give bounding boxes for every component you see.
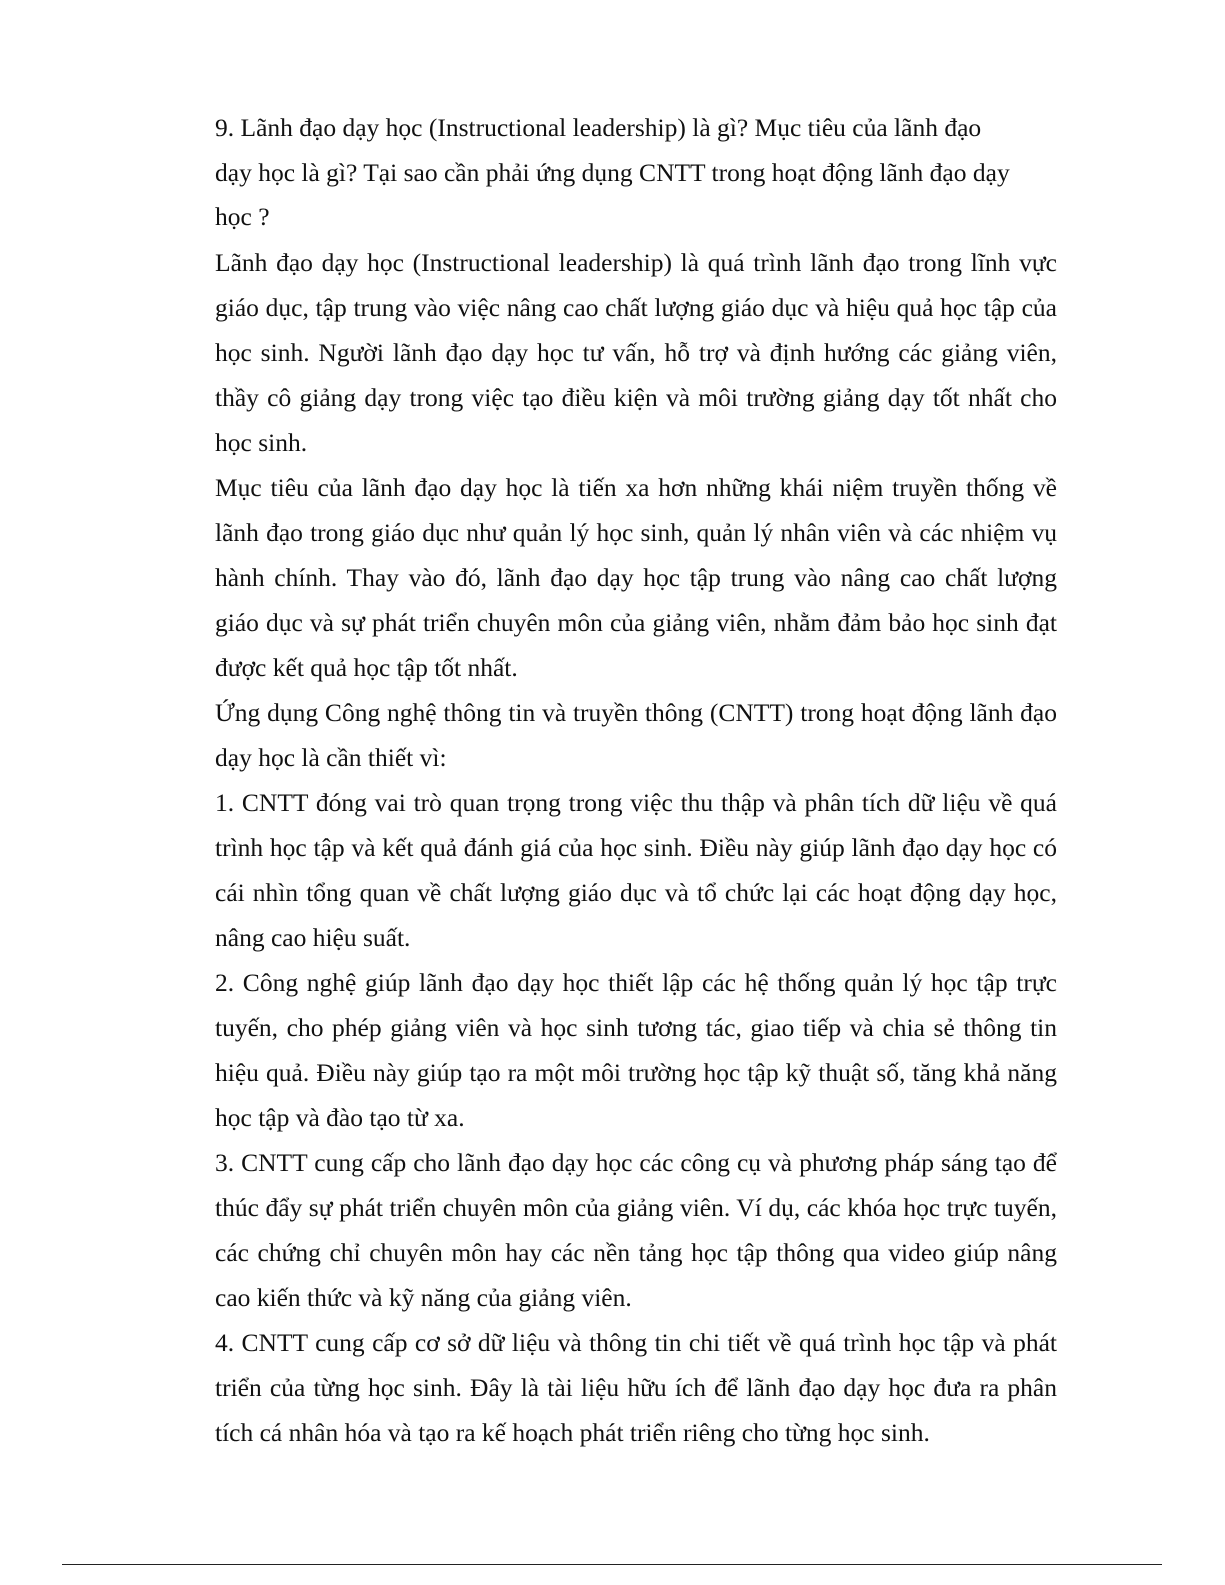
list-item-1: 1. CNTT đóng vai trò quan trọng trong việc thu thập và phân tích dữ liệu về quá trình học tập và kết quả đánh giá của học sinh. Điều này giúp lãnh đạo dạy học có cái nhìn tổng quan về chất lượng giáo dục và tổ chức lại các hoạt động dạy học, nâng cao hiệu suất. [215,787,1057,952]
paragraph-ict-intro: Ứng dụng Công nghệ thông tin và truyền thông (CNTT) trong hoạt động lãnh đạo dạy học là cần thiết vì: [215,697,1057,772]
document-body [215,106,1057,1455]
list-item-3: 3. CNTT cung cấp cho lãnh đạo dạy học các công cụ và phương pháp sáng tạo để thúc đẩy sự phát triển chuyên môn của giảng viên. Ví dụ, các khóa học trực tuyến, các chứng chỉ chuyên môn hay các nền tảng học tập thông qua video giúp nâng cao kiến thức và kỹ năng của giảng viên. [215,1147,1057,1312]
paragraph-definition: Lãnh đạo dạy học (Instructional leadership) là quá trình lãnh đạo trong lĩnh vực giáo dục, tập trung vào việc nâng cao chất lượng giáo dục và hiệu quả học tập của học sinh. Người lãnh đạo dạy học tư vấn, hỗ trợ và định hướng các giảng viên, thầy cô giảng dạy trong việc tạo điều kiện và môi trường giảng dạy tốt nhất cho học sinh. [215,247,1057,457]
paragraph-objective: Mục tiêu của lãnh đạo dạy học là tiến xa hơn những khái niệm truyền thống về lãnh đạo trong giáo dục như quản lý học sinh, quản lý nhân viên và các nhiệm vụ hành chính. Thay vào đó, lãnh đạo dạy học tập trung vào nâng cao chất lượng giáo dục và sự phát triển chuyên môn của giảng viên, nhằm đảm bảo học sinh đạt được kết quả học tập tốt nhất. [215,472,1057,682]
question-heading: 9. Lãnh đạo dạy học (Instructional leadership) là gì? Mục tiêu của lãnh đạo dạy học là gì? Tại sao cần phải ứng dụng CNTT trong hoạt động lãnh đạo dạy học ? [215,113,1010,231]
list-item-4: 4. CNTT cung cấp cơ sở dữ liệu và thông tin chi tiết về quá trình học tập và phát triển của từng học sinh. Đây là tài liệu hữu ích để lãnh đạo dạy học đưa ra phân tích cá nhân hóa và tạo ra kế hoạch phát triển riêng cho từng học sinh. [215,1327,1057,1447]
page-bottom-divider [62,1564,1162,1565]
list-item-2: 2. Công nghệ giúp lãnh đạo dạy học thiết lập các hệ thống quản lý học tập trực tuyến, cho phép giảng viên và học sinh tương tác, giao tiếp và chia sẻ thông tin hiệu quả. Điều này giúp tạo ra một môi trường học tập kỹ thuật số, tăng khả năng học tập và đào tạo từ xa. [215,967,1057,1132]
